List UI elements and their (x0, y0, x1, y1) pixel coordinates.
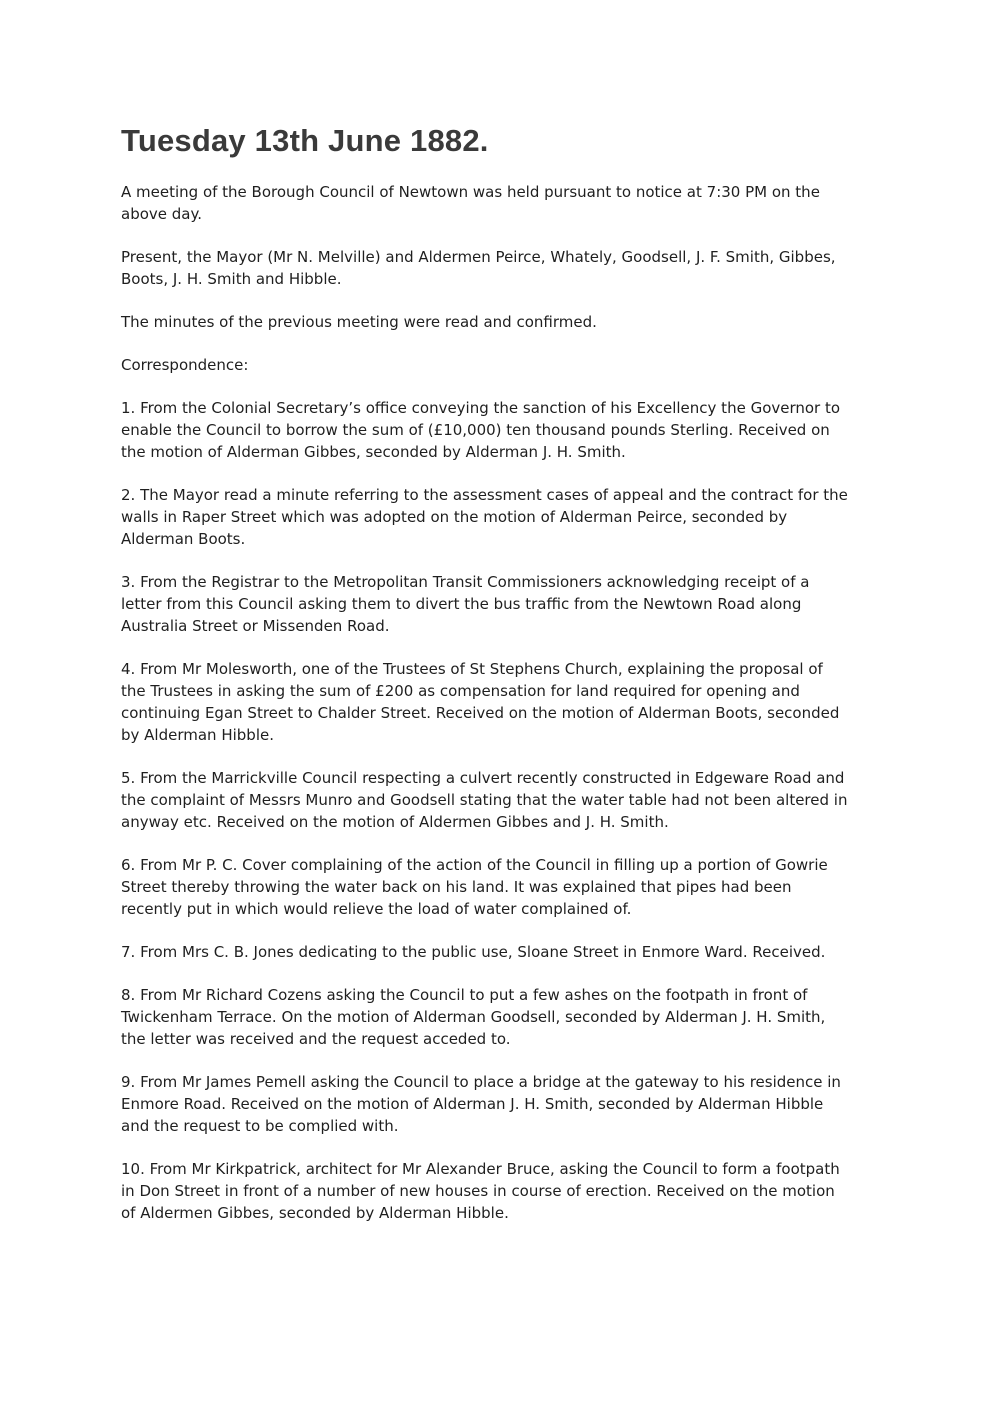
correspondence-item-1: 1. From the Colonial Secretary’s office conveying the sanction of his Excellency the Governor to enable the Council to borrow the sum of (£10,000) ten thousand pounds Sterling. Received on the motion of Alderman Gibbes, seconded by Alderman J. H. Smith. (121, 399, 841, 461)
correspondence-item-2: 2. The Mayor read a minute referring to the assessment cases of appeal and the contract for the walls in Raper Street which was adopted on the motion of Alderman Peirce, seconded by Alderman Boots. (121, 486, 848, 548)
correspondence-item-6: 6. From Mr P. C. Cover complaining of the action of the Council in filling up a portion of Gowrie Street thereby throwing the water back on his land. It was explained that pipes had been recently put in which would relieve the load of water complained of. (121, 856, 828, 918)
correspondence-item-3: 3. From the Registrar to the Metropolitan Transit Commissioners acknowledging receipt of a letter from this Council asking them to divert the bus traffic from the Newtown Road along Australia Street or Missenden Road. (121, 573, 810, 635)
correspondence-item-9: 9. From Mr James Pemell asking the Council to place a bridge at the gateway to his residence in Enmore Road. Received on the motion of Alderman J. H. Smith, seconded by Alderman Hibble and the request to be complied with. (121, 1073, 841, 1135)
page-title: Tuesday 13th June 1882. (121, 123, 489, 158)
correspondence-item-5: 5. From the Marrickville Council respecting a culvert recently constructed in Edgeware Road and the complaint of Messrs Munro and Goodsell stating that the water table had not been altered in anyway etc. Received on the motion of Aldermen Gibbes and J. H. Smith. (121, 769, 848, 831)
intro-paragraph: A meeting of the Borough Council of Newtown was held pursuant to notice at 7:30 PM on the above day. (121, 183, 820, 223)
correspondence-heading: Correspondence: (121, 356, 249, 374)
minutes-paragraph: The minutes of the previous meeting were read and confirmed. (121, 313, 597, 331)
correspondence-item-8: 8. From Mr Richard Cozens asking the Council to put a few ashes on the footpath in front of Twickenham Terrace. On the motion of Alderman Goodsell, seconded by Alderman J. H. Smith, the letter was received and the request acceded to. (121, 986, 826, 1048)
correspondence-item-4: 4. From Mr Molesworth, one of the Trustees of St Stephens Church, explaining the proposal of the Trustees in asking the sum of £200 as compensation for land required for opening and continuing Egan Street to Chalder Street. Received on the motion of Alderman Boots, seconded by Alderman Hibble. (121, 660, 840, 744)
attendance-paragraph: Present, the Mayor (Mr N. Melville) and Aldermen Peirce, Whately, Goodsell, J. F. Smith, Gibbes, Boots, J. H. Smith and Hibble. (121, 248, 836, 288)
document-body (121, 122, 881, 1245)
correspondence-item-10: 10. From Mr Kirkpatrick, architect for Mr Alexander Bruce, asking the Council to form a footpath in Don Street in front of a number of new houses in course of erection. Received on the motion of Aldermen Gibbes, seconded by Alderman Hibble. (121, 1160, 840, 1222)
correspondence-item-7: 7. From Mrs C. B. Jones dedicating to the public use, Sloane Street in Enmore Ward. Received. (121, 943, 826, 961)
